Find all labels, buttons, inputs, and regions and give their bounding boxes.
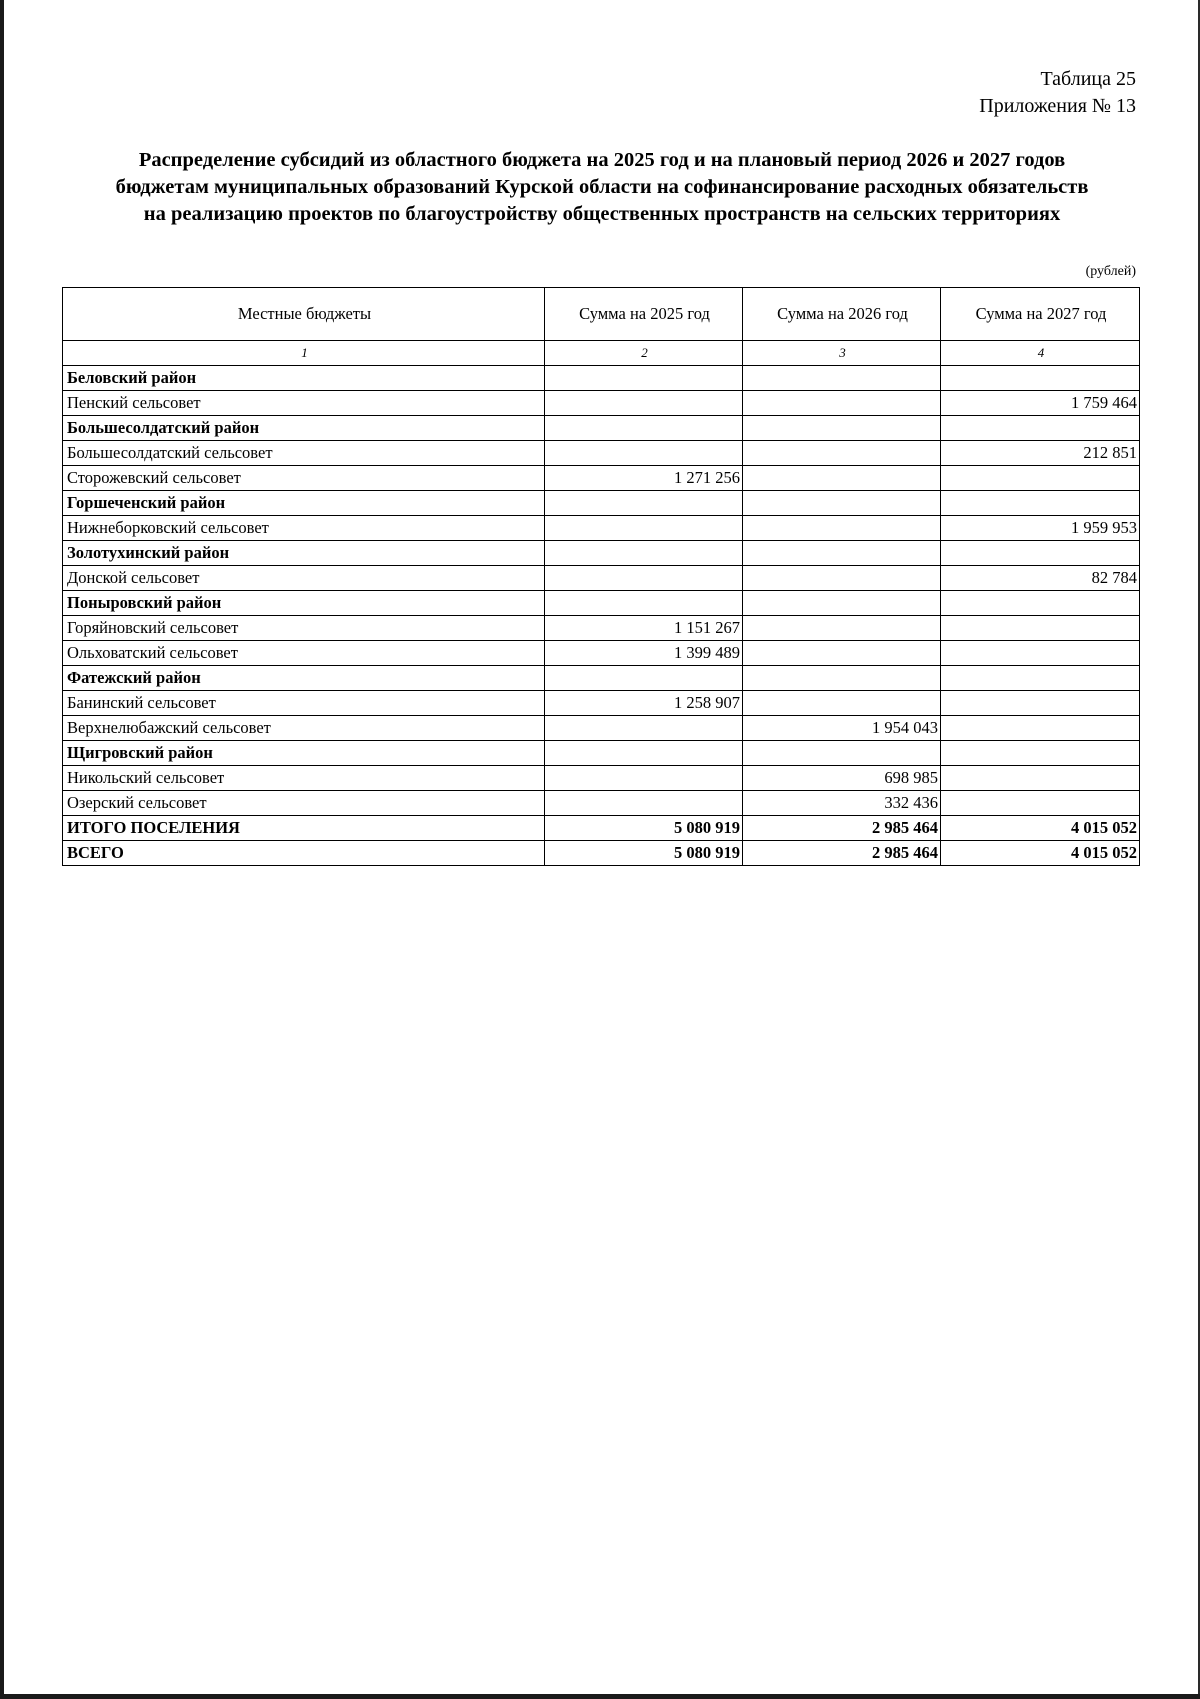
row-name-cell: Банинский сельсовет: [63, 691, 545, 716]
table-row: [63, 641, 1140, 666]
sum-2025-cell: [545, 441, 743, 466]
column-number-2: 2: [545, 341, 743, 366]
sum-2027-cell: [941, 641, 1140, 666]
district-row: [63, 666, 1140, 691]
sum-2025-cell: 5 080 919: [545, 841, 743, 866]
sum-2026-cell: [743, 741, 941, 766]
sum-2025-cell: 5 080 919: [545, 816, 743, 841]
district-row: [63, 416, 1140, 441]
row-name-cell: Щигровский район: [63, 741, 545, 766]
district-row: [63, 491, 1140, 516]
table-row: [63, 441, 1140, 466]
sum-2025-cell: 1 151 267: [545, 616, 743, 641]
sum-2026-cell: [743, 516, 941, 541]
district-row: [63, 591, 1140, 616]
appendix-reference: Приложения № 13: [979, 95, 1136, 117]
row-name-cell: ИТОГО ПОСЕЛЕНИЯ: [63, 816, 545, 841]
row-name-cell: Никольский сельсовет: [63, 766, 545, 791]
row-name-cell: Поныровский район: [63, 591, 545, 616]
sum-2025-cell: [545, 591, 743, 616]
sum-2027-cell: [941, 591, 1140, 616]
district-row: [63, 741, 1140, 766]
total-row: [63, 841, 1140, 866]
sum-2027-cell: [941, 541, 1140, 566]
table-row: [63, 691, 1140, 716]
sum-2025-cell: [545, 541, 743, 566]
sum-2025-cell: [545, 766, 743, 791]
sum-2026-cell: [743, 566, 941, 591]
header-sum-2026: Сумма на 2026 год: [743, 288, 941, 341]
sum-2027-cell: [941, 716, 1140, 741]
row-name-cell: Нижнеборковский сельсовет: [63, 516, 545, 541]
sum-2025-cell: [545, 516, 743, 541]
row-name-cell: Фатежский район: [63, 666, 545, 691]
table-row: [63, 516, 1140, 541]
header-sum-2025: Сумма на 2025 год: [545, 288, 743, 341]
sum-2027-cell: [941, 666, 1140, 691]
sum-2026-cell: [743, 366, 941, 391]
sum-2027-cell: 1 759 464: [941, 391, 1140, 416]
header-sum-2027: Сумма на 2027 год: [941, 288, 1140, 341]
sum-2026-cell: [743, 441, 941, 466]
sum-2026-cell: [743, 591, 941, 616]
sum-2025-cell: 1 271 256: [545, 466, 743, 491]
sum-2026-cell: [743, 541, 941, 566]
table-row: [63, 791, 1140, 816]
sum-2025-cell: [545, 741, 743, 766]
sum-2025-cell: [545, 491, 743, 516]
row-name-cell: Горшеченский район: [63, 491, 545, 516]
row-name-cell: Пенский сельсовет: [63, 391, 545, 416]
sum-2026-cell: 1 954 043: [743, 716, 941, 741]
row-name-cell: Горяйновский сельсовет: [63, 616, 545, 641]
sum-2026-cell: [743, 491, 941, 516]
sum-2027-cell: 82 784: [941, 566, 1140, 591]
sum-2027-cell: 212 851: [941, 441, 1140, 466]
sum-2027-cell: [941, 416, 1140, 441]
sum-2025-cell: [545, 666, 743, 691]
sum-2026-cell: 698 985: [743, 766, 941, 791]
row-name-cell: ВСЕГО: [63, 841, 545, 866]
table-row: [63, 466, 1140, 491]
district-row: [63, 366, 1140, 391]
table-header-row: [63, 288, 1140, 341]
sum-2025-cell: [545, 416, 743, 441]
sum-2025-cell: [545, 791, 743, 816]
subsidy-table: [62, 287, 1140, 866]
title-line-2: бюджетам муниципальных образований Курской области на софинансирование расходных обязательств: [115, 176, 1089, 198]
district-row: [63, 541, 1140, 566]
sum-2027-cell: [941, 741, 1140, 766]
sum-2026-cell: [743, 416, 941, 441]
sum-2027-cell: [941, 791, 1140, 816]
sum-2026-cell: [743, 616, 941, 641]
row-name-cell: Большесолдатский район: [63, 416, 545, 441]
header-local-budgets: Местные бюджеты: [63, 288, 545, 341]
sum-2026-cell: 2 985 464: [743, 816, 941, 841]
sum-2027-cell: [941, 766, 1140, 791]
table-row: [63, 566, 1140, 591]
table-body: [63, 366, 1140, 866]
scan-edge-bottom: [0, 1694, 1200, 1699]
row-name-cell: Сторожевский сельсовет: [63, 466, 545, 491]
sum-2027-cell: [941, 616, 1140, 641]
sum-2025-cell: [545, 366, 743, 391]
sum-2026-cell: [743, 666, 941, 691]
sum-2025-cell: [545, 716, 743, 741]
sum-2026-cell: [743, 391, 941, 416]
sum-2026-cell: [743, 641, 941, 666]
column-number-4: 4: [941, 341, 1140, 366]
row-name-cell: Верхнелюбажский сельсовет: [63, 716, 545, 741]
sum-2027-cell: 1 959 953: [941, 516, 1140, 541]
sum-2027-cell: [941, 691, 1140, 716]
sum-2027-cell: [941, 466, 1140, 491]
row-name-cell: Озерский сельсовет: [63, 791, 545, 816]
sum-2025-cell: 1 399 489: [545, 641, 743, 666]
title-line-1: Распределение субсидий из областного бюджета на 2025 год и на плановый период 2026 и 2027 годов: [138, 149, 1066, 171]
table-row: [63, 391, 1140, 416]
table-row: [63, 616, 1140, 641]
row-name-cell: Золотухинский район: [63, 541, 545, 566]
sum-2026-cell: [743, 466, 941, 491]
total-row: [63, 816, 1140, 841]
sum-2025-cell: [545, 566, 743, 591]
scan-edge-left: [0, 0, 4, 1699]
sum-2027-cell: 4 015 052: [941, 816, 1140, 841]
sum-2027-cell: 4 015 052: [941, 841, 1140, 866]
row-name-cell: Ольховатский сельсовет: [63, 641, 545, 666]
currency-unit: (рублей): [1085, 264, 1136, 279]
column-number-3: 3: [743, 341, 941, 366]
row-name-cell: Беловский район: [63, 366, 545, 391]
row-name-cell: Донской сельсовет: [63, 566, 545, 591]
sum-2026-cell: [743, 691, 941, 716]
reference-block: [979, 66, 1136, 120]
document-title: [62, 147, 1142, 228]
sum-2027-cell: [941, 491, 1140, 516]
column-number-row: [63, 341, 1140, 366]
sum-2025-cell: [545, 391, 743, 416]
sum-2026-cell: 2 985 464: [743, 841, 941, 866]
sum-2027-cell: [941, 366, 1140, 391]
table-row: [63, 766, 1140, 791]
sum-2025-cell: 1 258 907: [545, 691, 743, 716]
column-number-1: 1: [63, 341, 545, 366]
table-reference: Таблица 25: [1040, 68, 1136, 90]
sum-2026-cell: 332 436: [743, 791, 941, 816]
row-name-cell: Большесолдатский сельсовет: [63, 441, 545, 466]
title-line-3: на реализацию проектов по благоустройству общественных пространств на сельских территориях: [143, 203, 1061, 225]
table-row: [63, 716, 1140, 741]
